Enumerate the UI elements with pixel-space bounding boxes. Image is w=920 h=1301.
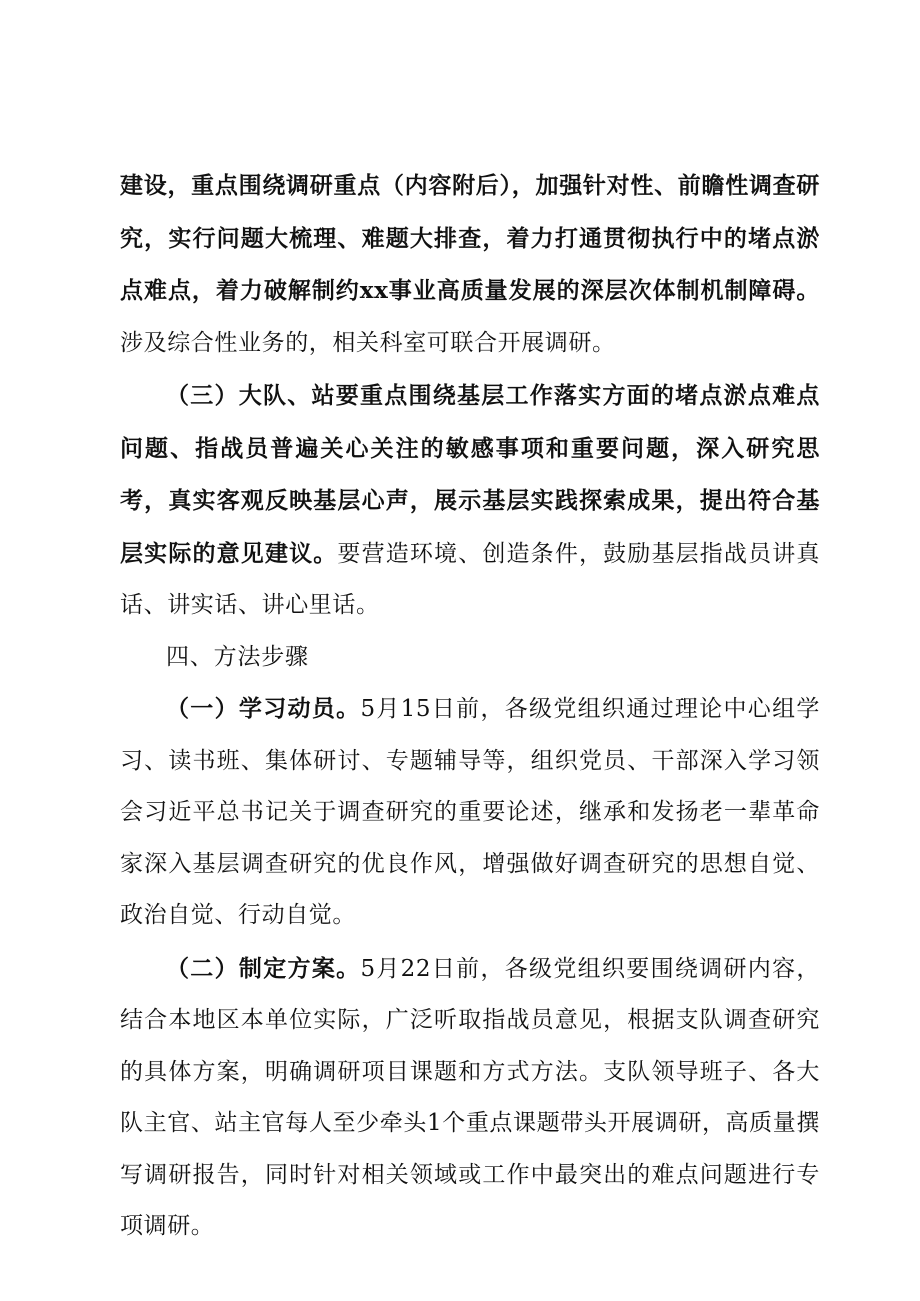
document-body bbox=[120, 160, 820, 1253]
paragraph-bold-text: 建设，重点围绕调研重点（内容附后），加强针对性、前瞻性调查研究，实行问题大梳理、难题大排查，着力打通贯彻执行中的堵点淤点难点，着力破解制约xx事业高质量发展的深层次体制机制障碍。 bbox=[120, 172, 820, 304]
paragraph-research-focus bbox=[120, 160, 820, 369]
paragraph-normal-text: 5月15日前，各级党组织通过理论中心组学习、读书班、集体研讨、专题辅导等，组织党员、干部深入学习领会习近平总书记关于调查研究的重要论述，继承和发扬老一辈革命家深入基层调查研究的优良作风，增强做好调查研究的思想自觉、政治自觉、行动自觉。 bbox=[120, 696, 820, 928]
paragraph-bold-text: （二）制定方案。 bbox=[166, 954, 361, 982]
paragraph-bold-text: （一）学习动员。 bbox=[166, 695, 361, 722]
paragraph-normal-text: 要营造环境、创造条件，鼓励基层指战员讲真话、讲实话、讲心里话。 bbox=[120, 540, 821, 618]
paragraph-grassroots-research bbox=[120, 370, 820, 632]
paragraph-normal-text: 涉及综合性业务的，相关科室可联合开展调研。 bbox=[120, 329, 616, 356]
paragraph-formulate-plan bbox=[120, 943, 820, 1253]
paragraph-study-mobilization bbox=[120, 683, 820, 942]
paragraph-normal-text: 5月22日前，各级党组织要围绕调研内容，结合本地区本单位实际，广泛听取指战员意见，根据支队调查研究的具体方案，明确调研项目课题和方式方法。支队领导班子、各大队主官、站主官每人至少牵头1个重点课题带头开展调研，高质量撰写调研报告，同时针对相关领域或工作中最突出的难点问题进行专项调研。 bbox=[120, 955, 820, 1239]
section-heading: 四、方法步骤 bbox=[166, 643, 309, 670]
paragraph-bold-text: （三）大队、站要重点围绕基层工作落实方面的堵点淤点难点问题、指战员普遍关心关注的敏感事项和重要问题，深入研究思考，真实客观反映基层心声，展示基层实践探索成果，提出符合基层实际的意见建议。 bbox=[120, 382, 820, 567]
